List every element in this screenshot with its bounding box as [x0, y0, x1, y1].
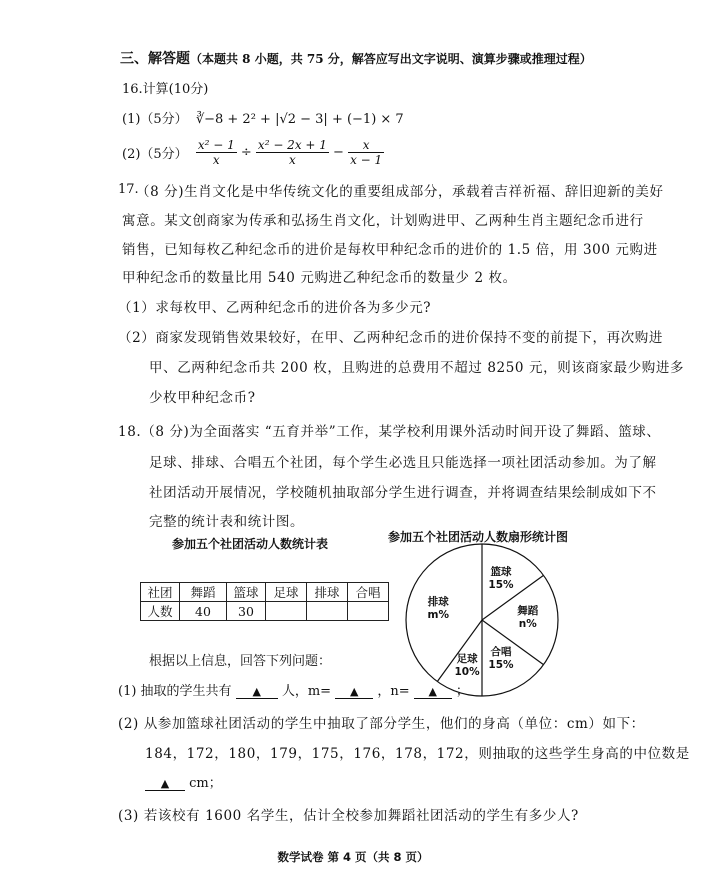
q18-sub2-answer: [145, 772, 222, 791]
pie-slice-label: 排球: [427, 596, 449, 609]
q16-part2-label: (2)（5分）: [122, 147, 188, 162]
sub1-text-c: ，n=: [377, 684, 410, 699]
table-cell: 40: [180, 602, 227, 621]
pie-slice-label: 足球: [456, 652, 478, 665]
pie-slice-value: 15%: [488, 659, 514, 672]
table-header-cell: 篮球: [227, 583, 266, 602]
pie-chart: [400, 541, 564, 699]
q18-line-2: 足球、排球、合唱五个社团，每个学生必选且只能选择一项社团活动参加。为了解: [149, 455, 657, 471]
q16-part1: [122, 108, 404, 127]
pie-slice-label: 舞蹈: [517, 605, 539, 617]
pie-slice-label: 篮球: [490, 565, 512, 578]
fraction-2: [256, 138, 329, 167]
answer-blank: ▲: [236, 685, 278, 699]
fraction-3: [348, 138, 384, 167]
sub1-text-b: 人，m=: [281, 684, 332, 699]
sub1-text-a: (1) 抽取的学生共有: [118, 684, 232, 699]
section-note: （本题共 8 小题，共 75 分，解答应写出文字说明、演算步骤或推理过程）: [190, 52, 592, 66]
answer-blank: ▲: [145, 777, 185, 791]
pie-group: [406, 544, 558, 696]
q17-sub2-line-1: （2）商家发现销售效果较好，在甲、乙两种纪念币的进价保持不变的前提下，再次购进: [118, 330, 663, 346]
fraction-2-den: x: [289, 153, 296, 167]
table-header-cell: 社团: [141, 583, 180, 602]
q18-line-3: 社团活动开展情况，学校随机抽取部分学生进行调查，并将调查结果绘制成如下不: [149, 485, 657, 501]
q16-part1-expr: ∛−8 + 2² + |√2 − 3| + (−1) × 7: [195, 112, 404, 127]
q17-sub2-line-2: 甲、乙两种纪念币共 200 枚，且购进的总费用不超过 8250 元，则该商家最少购进多: [149, 360, 685, 376]
section-title: 三、解答题: [120, 51, 190, 67]
q18-sub1: [118, 680, 469, 699]
fraction-2-num: x² − 2x + 1: [257, 138, 327, 152]
q18-prompt: 根据以上信息，回答下列问题：: [149, 654, 332, 669]
q18-line-1: 18.（8 分)为全面落实 “五育并举”工作，某学校利用课外活动时间开设了舞蹈、篮球、: [118, 424, 661, 440]
pie-slice-value: m%: [427, 609, 449, 622]
q18-sub2-data: 184，172，180，179，175，176，178，172，则抽取的这些学生身高的中位数是: [145, 746, 690, 762]
table-cell: [266, 602, 307, 621]
table-header-cell: 舞蹈: [180, 583, 227, 602]
table-header-cell: 足球: [266, 583, 307, 602]
q17-line-3: 销售，已知每枚乙种纪念币的进价是每枚甲种纪念币的进价的 1.5 倍，用 300 元购进: [122, 242, 658, 258]
minus-op: −: [333, 145, 344, 160]
table-title: 参加五个社团活动人数统计表: [172, 537, 329, 551]
q18-sub2: (2) 从参加篮球社团活动的学生中抽取了部分学生，他们的身高（单位：cm）如下：: [118, 716, 645, 732]
pie-slice-value: 10%: [454, 665, 480, 678]
pie-slice-value: n%: [518, 618, 537, 630]
divide-op: ÷: [240, 145, 252, 160]
table-cell: [348, 602, 389, 621]
answer-blank: ▲: [335, 685, 373, 699]
fraction-3-num: x: [348, 138, 384, 153]
q17-line-4: 甲种纪念币的数量比用 540 元购进乙种纪念币的数量少 2 枚。: [122, 270, 517, 286]
sub2-unit: cm；: [189, 776, 222, 791]
pie-slice-label: 合唱: [490, 646, 512, 659]
q17-sub2-line-3: 少枚甲种纪念币?: [149, 390, 256, 406]
q18-line-4: 完整的统计表和统计图。: [149, 514, 305, 530]
q16-heading: 16.计算(10分): [122, 82, 209, 97]
pie-title: 参加五个社团活动人数扇形统计图: [388, 530, 569, 544]
sub1-text-d: ；: [455, 684, 469, 699]
q17-sub1: （1）求每枚甲、乙两种纪念币的进价各为多少元?: [118, 300, 432, 316]
table-cell: [307, 602, 348, 621]
table-cell: 30: [227, 602, 266, 621]
table-row: [141, 602, 389, 621]
page-footer: 数学试卷 第 4 页（共 8 页）: [277, 850, 429, 864]
pie-slice-value: 15%: [488, 578, 514, 591]
table-header-cell: 排球: [307, 583, 348, 602]
q17-line-1: （8 分)生肖文化是中华传统文化的重要组成部分，承载着吉祥祈福、辞旧迎新的美好: [136, 184, 664, 200]
table-header-cell: 合唱: [348, 583, 389, 602]
fraction-1-num: x² − 1: [197, 138, 235, 152]
q16-part2: [122, 138, 384, 167]
stat-table: [140, 582, 389, 621]
answer-blank: ▲: [414, 685, 452, 699]
q17-number: 17.: [118, 182, 139, 197]
fraction-3-den: x − 1: [350, 153, 383, 167]
q17-line-2: 寓意。某文创商家为传承和弘扬生肖文化，计划购进甲、乙两种生肖主题纪念币进行: [122, 213, 644, 229]
fraction-1-den: x: [212, 153, 220, 167]
q18-sub3: (3) 若该校有 1600 名学生，估计全校参加舞蹈社团活动的学生有多少人?: [118, 808, 579, 824]
table-row: [141, 583, 389, 602]
fraction-1: [196, 138, 237, 167]
q16-part1-label: (1)（5分）: [122, 112, 188, 127]
table-cell: 人数: [141, 602, 180, 621]
